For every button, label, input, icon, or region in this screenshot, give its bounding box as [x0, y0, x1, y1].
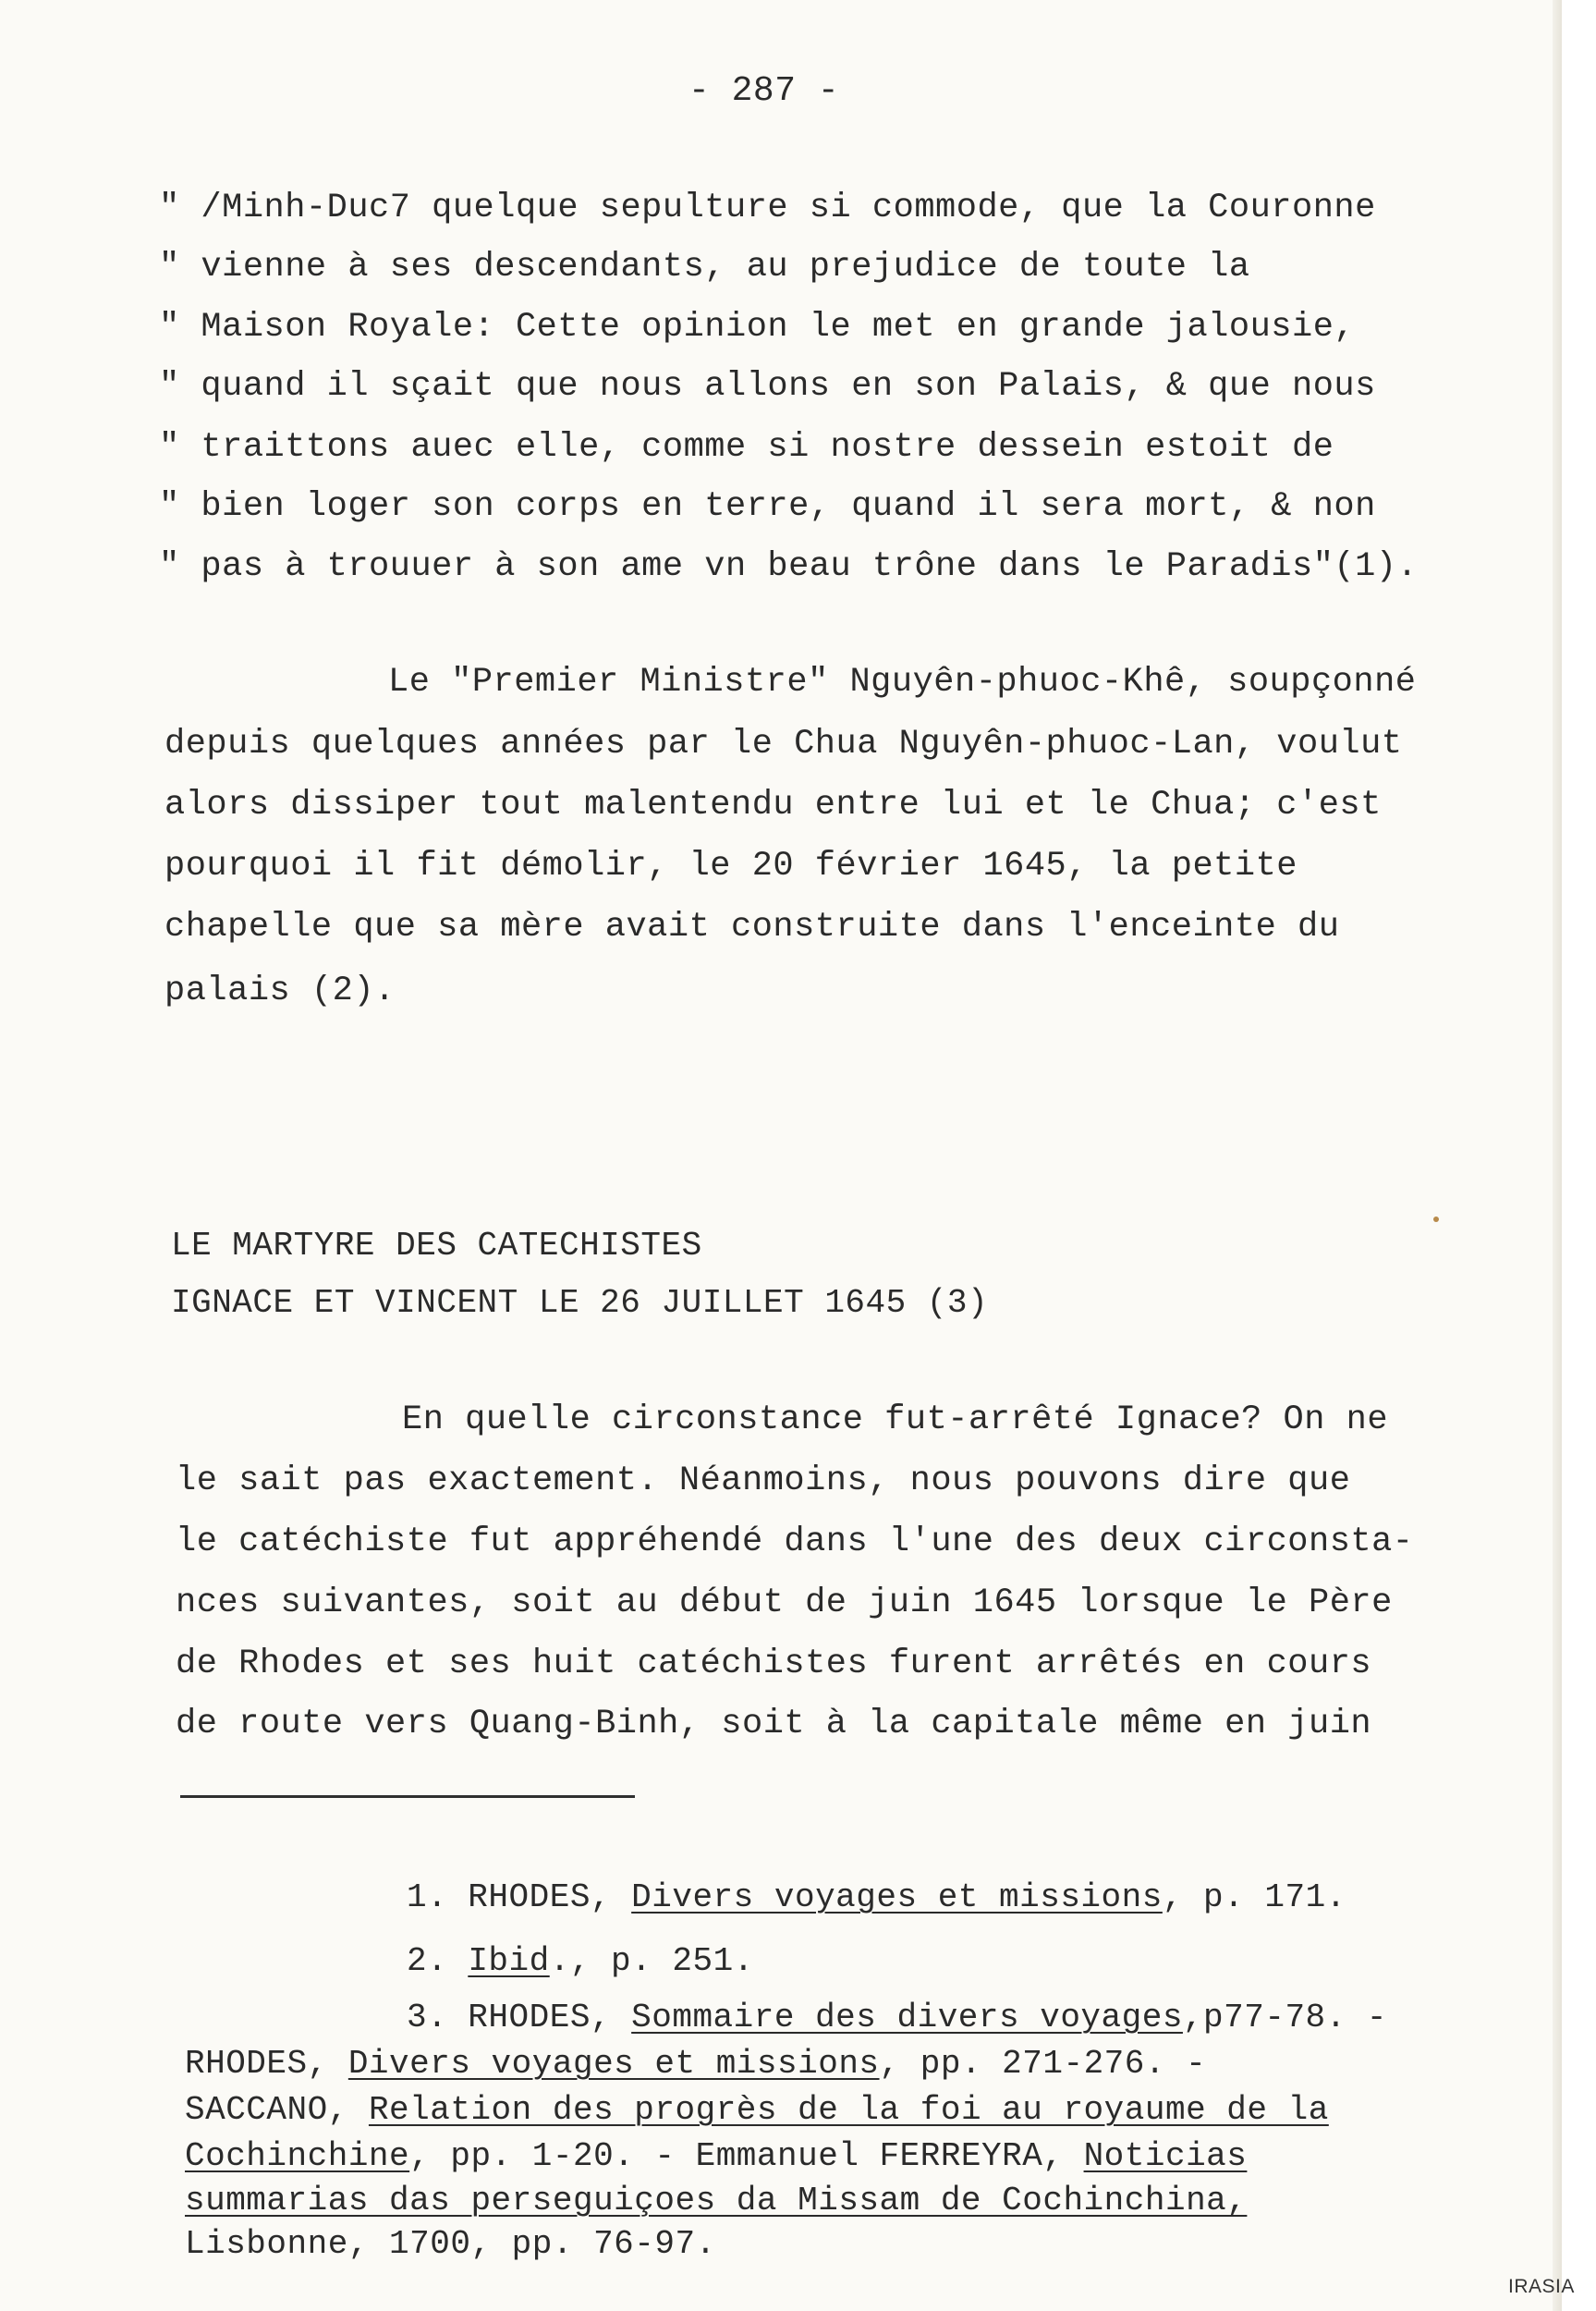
- paragraph1-line-1: Le "Premier Ministre" Nguyên-phuoc-Khê, soupçonné: [388, 663, 1417, 702]
- paragraph1-line-4: pourquoi il fit démolir, le 20 février 1645, la petite: [164, 847, 1298, 886]
- page-number: - 287 -: [688, 71, 840, 111]
- paragraph1-line-6: palais (2).: [164, 972, 396, 1010]
- quote-line-7: " pas à trouuer à son ame vn beau trône dans le Paradis"(1).: [159, 547, 1419, 586]
- footnote-3-l1-suffix: ,p77-78. -: [1182, 1999, 1387, 2036]
- footnote-3-line-3: [185, 2091, 1329, 2129]
- footnote-1: [407, 1878, 1346, 1916]
- footnote-3-line-1: [407, 2001, 1387, 2035]
- footnote-3-l2-suffix: , pp. 271-276. -: [879, 2045, 1207, 2083]
- paragraph1-line-3: alors dissiper tout malentendu entre lui et le Chua; c'est: [164, 786, 1382, 825]
- footnote-3-l3-title: Relation des progrès de la foi au royaume de la: [368, 2091, 1329, 2129]
- footnote-3-line-6: Lisbonne, 1700, pp. 76-97.: [185, 2225, 716, 2263]
- footnote-separator: [180, 1795, 635, 1798]
- footnote-1-suffix: , p. 171.: [1162, 1878, 1346, 1916]
- paragraph2-line-3: le catéchiste fut appréhendé dans l'une des deux circonsta-: [176, 1522, 1414, 1561]
- footnote-2-prefix: 2.: [407, 1942, 469, 1980]
- quote-line-2: " vienne à ses descendants, au prejudice de toute la: [159, 248, 1250, 287]
- paragraph2-line-4: nces suivantes, soit au début de juin 1645 lorsque le Père: [176, 1583, 1393, 1622]
- paragraph1-line-5: chapelle que sa mère avait construite dans l'enceinte du: [164, 908, 1340, 947]
- footnote-3-l3-prefix: SACCANO,: [185, 2091, 369, 2129]
- footnote-3-l4-title: Cochinchine: [185, 2137, 410, 2175]
- section-heading-line-1: LE MARTYRE DES CATECHISTES: [171, 1227, 702, 1265]
- footnote-1-title: Divers voyages et missions: [631, 1878, 1163, 1916]
- footnote-2: [407, 1942, 754, 1980]
- quote-line-3: " Maison Royale: Cette opinion le met en grande jalousie,: [159, 308, 1356, 347]
- footnote-3-l4-title2: Noticias: [1083, 2137, 1248, 2175]
- footnote-3-line-2: [185, 2045, 1207, 2083]
- scan-border: [1562, 0, 1596, 2311]
- footnote-3-line-5: [185, 2184, 1247, 2218]
- quote-line-6: " bien loger son corps en terre, quand il sera mort, & non: [159, 487, 1376, 526]
- paragraph2-line-6: de route vers Quang-Binh, soit à la capitale même en juin: [176, 1705, 1372, 1743]
- footnote-3-l1-title: Sommaire des divers voyages: [631, 1999, 1183, 2036]
- footnote-1-prefix: 1. RHODES,: [407, 1878, 632, 1916]
- paragraph2-line-1: En quelle circonstance fut-arrêté Ignace? On ne: [402, 1400, 1389, 1439]
- paragraph2-line-2: le sait pas exactement. Néanmoins, nous pouvons dire que: [176, 1461, 1351, 1500]
- quote-line-1: " /Minh-Duc7 quelque sepulture si commode, que la Couronne: [159, 189, 1376, 227]
- watermark: IRASIA: [1508, 2276, 1575, 2297]
- footnote-2-title: Ibid: [468, 1942, 550, 1980]
- quote-line-5: " traittons auec elle, comme si nostre dessein estoit de: [159, 428, 1334, 467]
- footnote-2-suffix: ., p. 251.: [549, 1942, 754, 1980]
- footnote-3-l1-prefix: 3. RHODES,: [407, 1999, 632, 2036]
- ink-spot: [1433, 1217, 1439, 1222]
- section-heading-line-2: IGNACE ET VINCENT LE 26 JUILLET 1645 (3): [171, 1284, 989, 1322]
- footnote-3-l5-title: summarias das perseguiçoes da Missam de Cochinchina,: [185, 2182, 1248, 2219]
- page-edge-shadow: [1553, 0, 1562, 2311]
- paragraph1-line-2: depuis quelques années par le Chua Nguyên-phuoc-Lan, voulut: [164, 725, 1403, 764]
- footnote-3-l4-suffix: , pp. 1-20. - Emmanuel FERREYRA,: [409, 2137, 1084, 2175]
- paragraph2-line-5: de Rhodes et ses huit catéchistes furent arrêtés en cours: [176, 1645, 1372, 1683]
- footnote-3-l2-prefix: RHODES,: [185, 2045, 348, 2083]
- footnote-3-l2-title: Divers voyages et missions: [347, 2045, 880, 2083]
- footnote-3-line-4: [185, 2137, 1248, 2175]
- quote-line-4: " quand il sçait que nous allons en son Palais, & que nous: [159, 367, 1376, 406]
